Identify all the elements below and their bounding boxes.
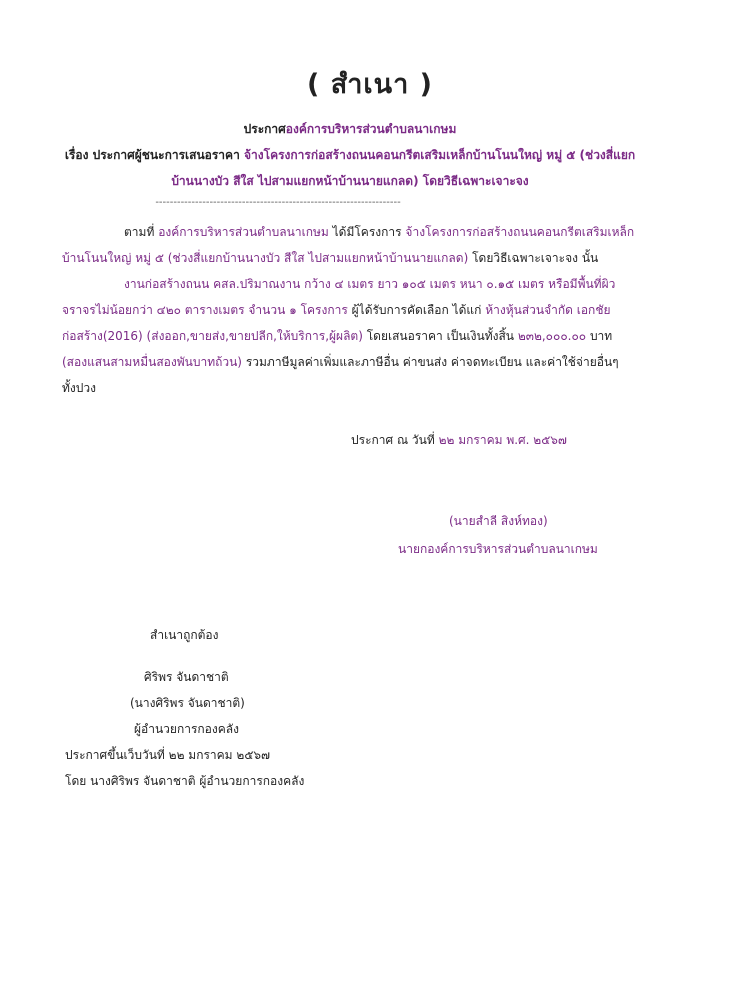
header-org: องค์การบริหารส่วนตำบลนาเกษม xyxy=(285,122,457,136)
divider: -------------------------------------------------------------------- xyxy=(155,197,401,208)
header-subject-prefix: เรื่อง ประกาศผู้ชนะการเสนอราคา xyxy=(64,148,240,162)
header-method: โดยวิธีเฉพาะเจาะจง xyxy=(422,174,529,188)
body-line-6 xyxy=(62,349,619,375)
announce-line xyxy=(351,431,567,450)
header-line-3 xyxy=(0,172,700,191)
body-text: นั้น xyxy=(578,251,599,265)
body-line-4 xyxy=(62,297,611,323)
body-project: จ้างโครงการก่อสร้างถนนคอนกรีตเสริมเหล็ก xyxy=(405,225,635,239)
body-text: โดยวิธีเฉพาะเจาะจง xyxy=(472,251,578,265)
certified-signature: ศิริพร จันดาชาติ xyxy=(144,670,229,684)
body-amount-text: (สองแสนสามหมื่นสองพันบาทถ้วน) xyxy=(62,355,242,369)
header-project: จ้างโครงการก่อสร้างถนนคอนกรีตเสริมเหล็กบ้านโนนใหญ่ หมู่ ๕ (ช่วงสี่แยก xyxy=(244,148,636,162)
body-line-5 xyxy=(62,323,612,349)
body-text: รวมภาษีมูลค่าเพิ่มและภาษีอื่น ค่าขนส่ง ค่าจดทะเบียน และค่าใช้จ่ายอื่นๆ xyxy=(245,355,619,369)
body-org: องค์การบริหารส่วนตำบลนาเกษม xyxy=(158,225,329,239)
body-project: บ้านโนนใหญ่ หมู่ ๕ (ช่วงสี่แยกบ้านนางบัว สีใส ไปสามแยกหน้าบ้านนายแกลด) xyxy=(62,251,469,265)
body-text: โดยเสนอราคา เป็นเงินทั้งสิ้น xyxy=(366,329,514,343)
body-line-1 xyxy=(124,219,634,245)
header-line-2 xyxy=(0,146,700,165)
certified-label: สำเนาถูกต้อง xyxy=(150,628,219,642)
body-amount: ๒๓๒,๐๐๐.๐๐ xyxy=(517,329,587,343)
signer-position: นายกองค์การบริหารส่วนตำบลนาเกษม xyxy=(398,542,598,556)
posted-by: โดย นางศิริพร จันดาชาติ ผู้อำนวยการกองคลัง xyxy=(65,774,305,788)
body-line-3: งานก่อสร้างถนน คสล.ปริมาณงาน กว้าง ๔ เมตร ยาว ๑๐๕ เมตร หนา ๐.๑๕ เมตร หรือมีพื้นที่ผิว xyxy=(124,277,616,291)
body-text: ผู้ได้รับการคัดเลือก ได้แก่ xyxy=(351,303,482,317)
posted-date: ประกาศขึ้นเว็บวันที่ ๒๒ มกราคม ๒๕๖๗ xyxy=(65,748,271,762)
body-winner: ห้างหุ้นส่วนจำกัด เอกชัย xyxy=(485,303,611,317)
body-text: ได้มีโครงการ xyxy=(332,225,402,239)
body-scope: จราจรไม่น้อยกว่า ๔๒๐ ตารางเมตร จำนวน ๑ โครงการ xyxy=(62,303,348,317)
certified-position: ผู้อำนวยการกองคลัง xyxy=(134,722,239,736)
header-prefix: ประกาศ xyxy=(243,122,286,136)
body-text: บาท xyxy=(589,329,613,343)
body-line-2 xyxy=(62,245,598,271)
certified-name: (นางศิริพร จันดาชาติ) xyxy=(130,696,245,710)
header-line-1 xyxy=(0,120,700,139)
announce-date: ๒๒ มกราคม พ.ศ. ๒๕๖๗ xyxy=(438,433,567,447)
document-title: ( สำเนา ) xyxy=(307,69,433,100)
signer-name: (นายสำลี สิงห์ทอง) xyxy=(449,514,548,528)
body-text: ตามที่ xyxy=(124,225,155,239)
body-line-7: ทั้งปวง xyxy=(62,381,96,395)
body-winner: ก่อสร้าง(2016) (ส่งออก,ขายส่ง,ขายปลีก,ให้บริการ,ผู้ผลิต) xyxy=(62,329,363,343)
announce-label: ประกาศ ณ วันที่ xyxy=(351,433,435,447)
header-project-cont: บ้านนางบัว สีใส ไปสามแยกหน้าบ้านนายแกลด) xyxy=(171,174,419,188)
